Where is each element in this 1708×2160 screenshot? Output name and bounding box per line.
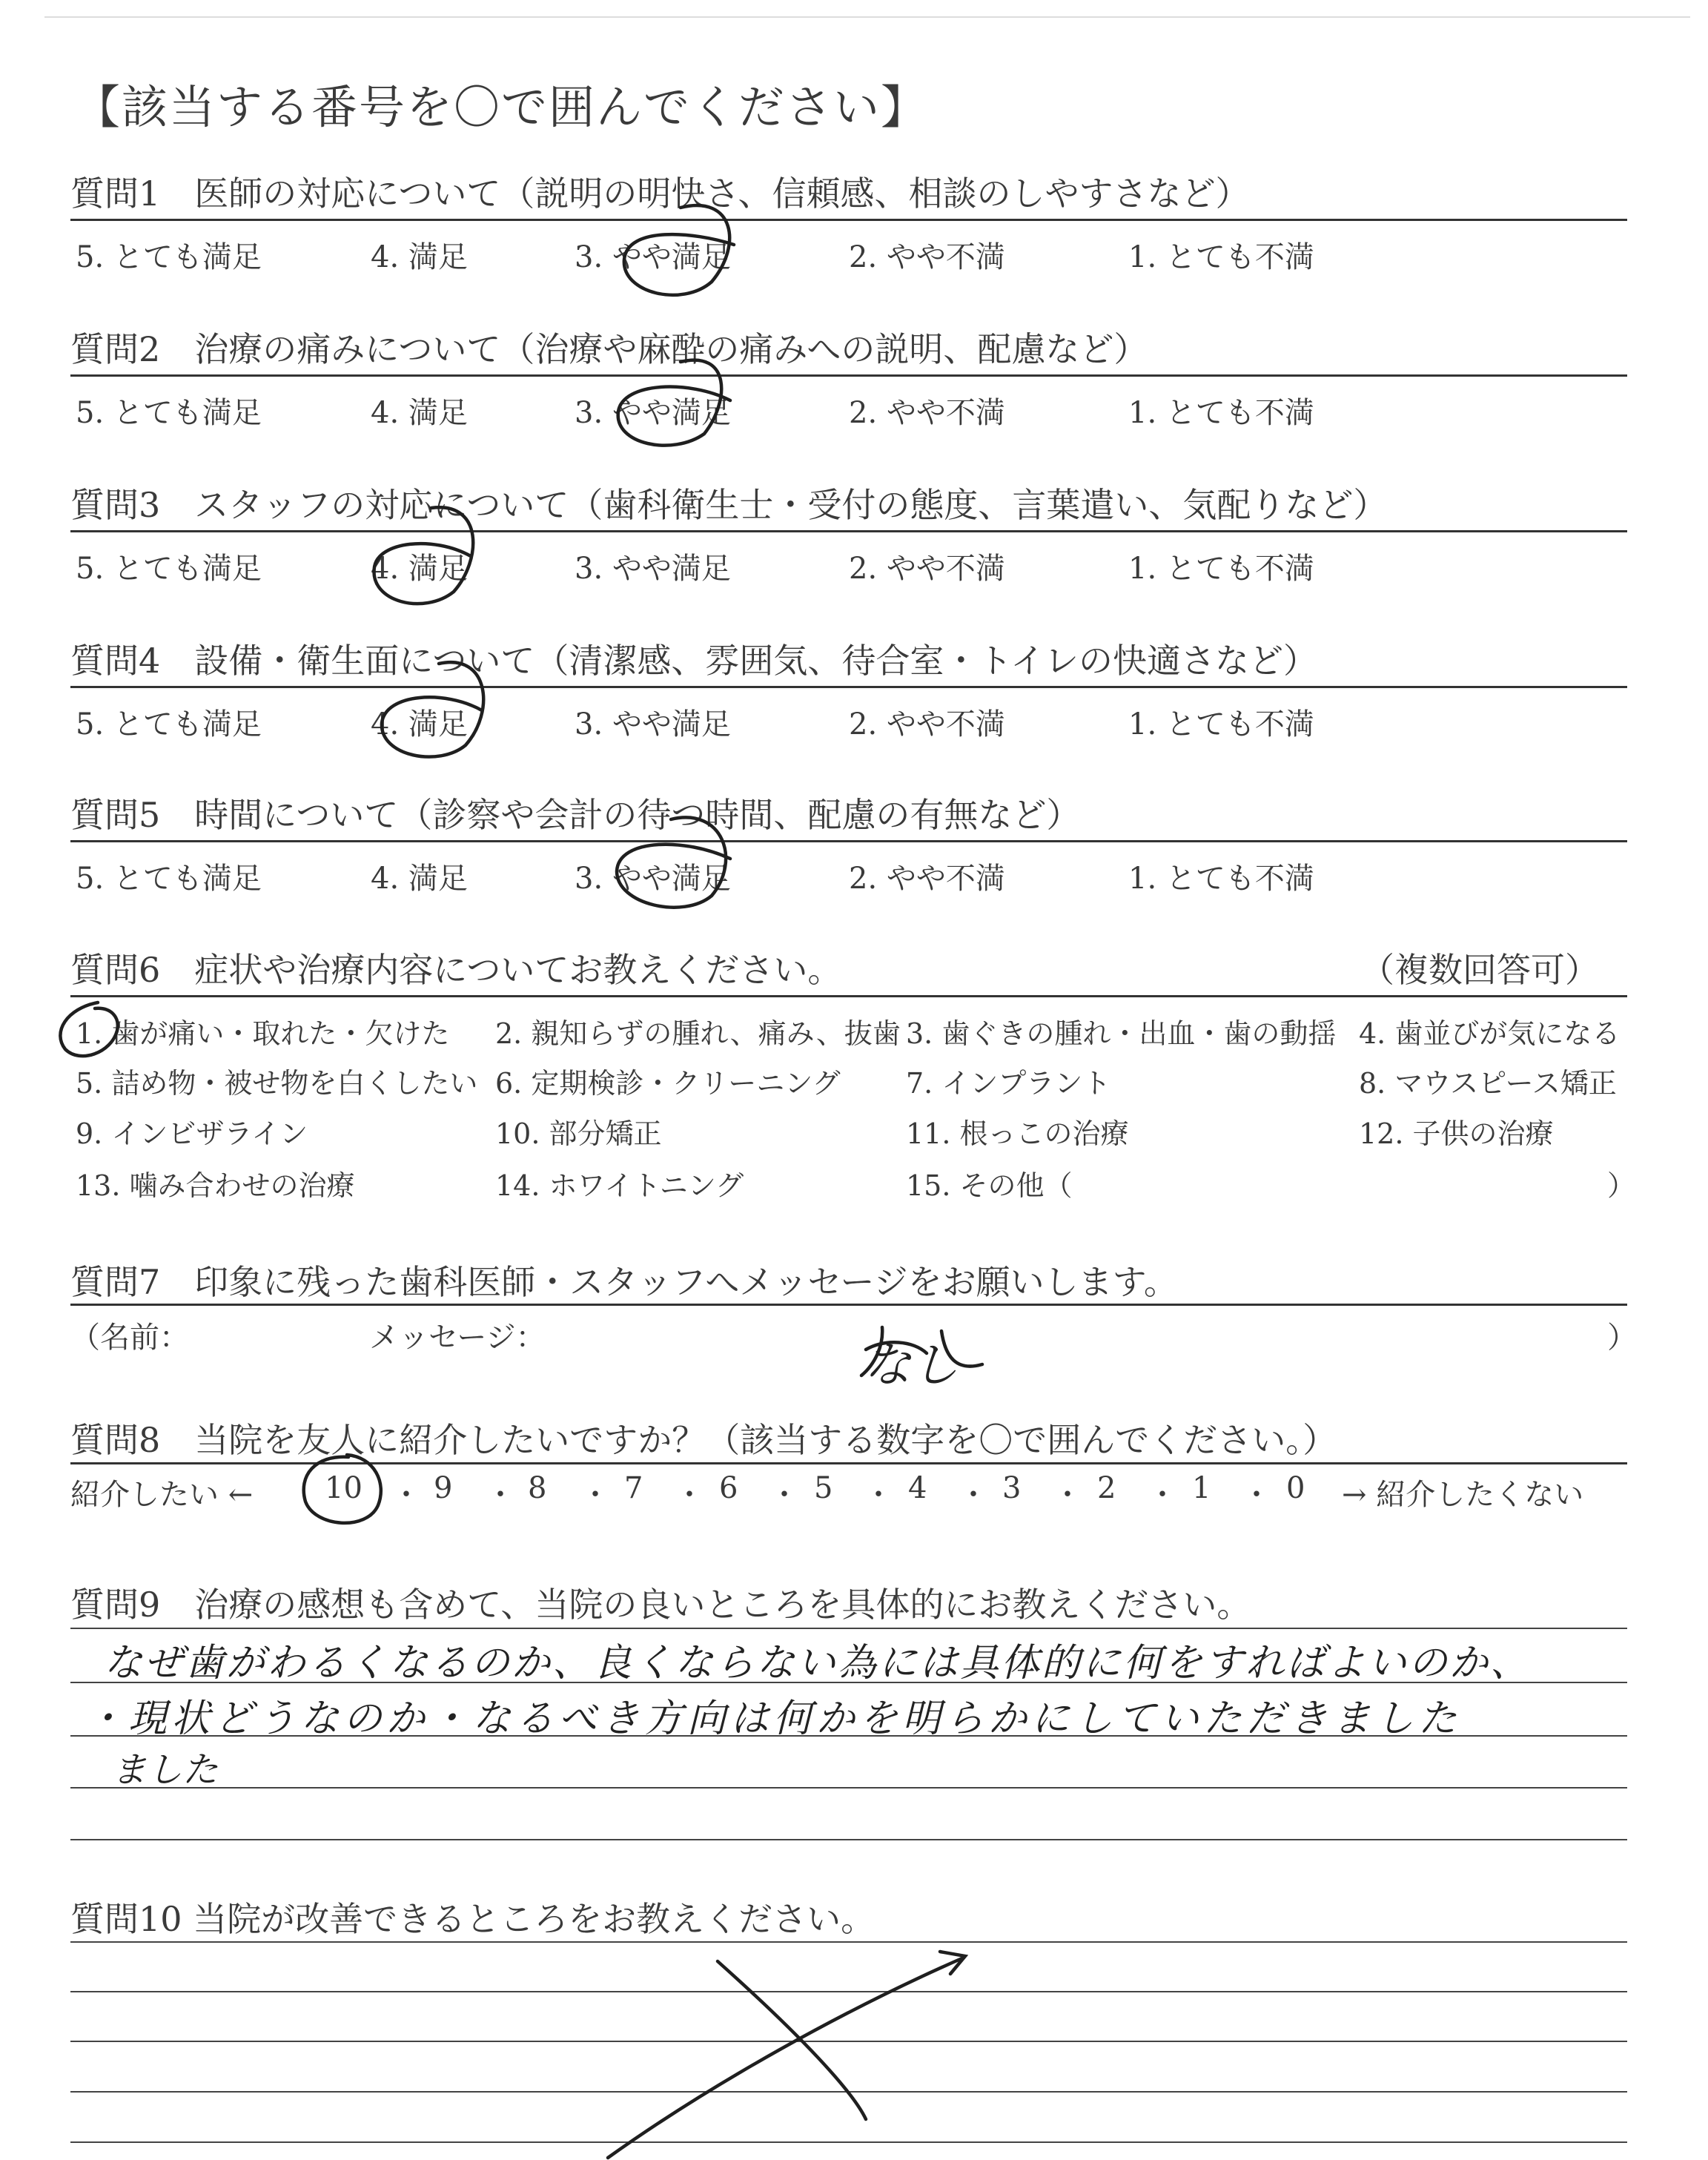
q8-right-label: → 紹介したくない bbox=[1342, 1478, 1584, 1512]
question-5-label: 質問5 時間について（診察や会計の待つ時間、配慮の有無など） bbox=[70, 795, 1081, 835]
q8-scale-dot: ・ bbox=[486, 1478, 515, 1512]
q2-option-1[interactable]: 1. とても不満 bbox=[1128, 396, 1314, 430]
q8-scale-dot: ・ bbox=[769, 1478, 799, 1512]
q4-option-2[interactable]: 2. やや不満 bbox=[849, 707, 1005, 742]
q8-scale-dot: ・ bbox=[580, 1478, 610, 1512]
q4-option-4[interactable]: 4. 満足 bbox=[371, 707, 468, 742]
q6-item-14[interactable]: 14. ホワイトニング bbox=[495, 1169, 744, 1202]
q6-item-15[interactable]: 15. その他（ bbox=[906, 1169, 1073, 1202]
q8-scale-9[interactable]: 9 bbox=[434, 1471, 453, 1505]
q7-handwritten-message: なし bbox=[864, 1338, 959, 1393]
q2-option-4[interactable]: 4. 満足 bbox=[371, 396, 468, 430]
q6-item-8[interactable]: 8. マウスピース矯正 bbox=[1359, 1067, 1617, 1100]
q6-item-2[interactable]: 2. 親知らずの腫れ、痛み、抜歯 bbox=[495, 1017, 901, 1050]
q8-scale-dot: ・ bbox=[1242, 1478, 1271, 1512]
q5-option-5[interactable]: 5. とても満足 bbox=[76, 862, 262, 896]
q10-cross-mark bbox=[608, 1958, 964, 2158]
q8-scale-4[interactable]: 4 bbox=[908, 1471, 927, 1505]
q7-close-paren: ） bbox=[1607, 1321, 1637, 1355]
q4-option-3[interactable]: 3. やや満足 bbox=[575, 707, 731, 742]
q8-scale-dot: ・ bbox=[391, 1478, 421, 1512]
page-title: 【該当する番号を〇で囲んでください】 bbox=[74, 80, 929, 134]
q1-option-5[interactable]: 5. とても満足 bbox=[76, 240, 262, 274]
q3-option-2[interactable]: 2. やや不満 bbox=[849, 552, 1005, 586]
q10-cross-mark bbox=[718, 1961, 866, 2119]
q8-scale-dot: ・ bbox=[675, 1478, 704, 1512]
q8-left-label: 紹介したい ← bbox=[70, 1478, 254, 1512]
q1-option-2[interactable]: 2. やや不満 bbox=[849, 240, 1005, 274]
q1-option-1[interactable]: 1. とても不満 bbox=[1128, 240, 1314, 274]
question-3-label: 質問3 スタッフの対応について（歯科衛生士・受付の態度、言葉遣い、気配りなど） bbox=[70, 485, 1388, 525]
q8-scale-1[interactable]: 1 bbox=[1192, 1471, 1211, 1505]
q9-handwritten-line-1: なぜ歯がわるくなるのか、良くならない為には具体的に何をすればよいのか、 bbox=[104, 1641, 1532, 1685]
q5-selection-circle bbox=[617, 817, 730, 907]
q6-item-6[interactable]: 6. 定期検診・クリーニング bbox=[495, 1067, 841, 1100]
question-7-label: 質問7 印象に残った歯科医師・スタッフへメッセージをお願いします。 bbox=[70, 1262, 1178, 1302]
q8-scale-2[interactable]: 2 bbox=[1097, 1471, 1116, 1505]
q5-option-2[interactable]: 2. やや不満 bbox=[849, 862, 1005, 896]
question-8-label: 質問8 当院を友人に紹介したいですか？（該当する数字を〇で囲んでください。） bbox=[70, 1420, 1337, 1460]
q6-item-4[interactable]: 4. 歯並びが気になる bbox=[1359, 1017, 1621, 1050]
q8-scale-dot: ・ bbox=[1148, 1478, 1177, 1512]
q1-option-4[interactable]: 4. 満足 bbox=[371, 240, 468, 274]
q8-scale-3[interactable]: 3 bbox=[1002, 1471, 1022, 1505]
q8-scale-5[interactable]: 5 bbox=[814, 1471, 833, 1505]
q7-name-label: （名前： bbox=[70, 1321, 189, 1355]
q9-handwritten-line-3: ました bbox=[111, 1749, 219, 1791]
q7-message-label: メッセージ： bbox=[369, 1321, 546, 1355]
q6-item-12[interactable]: 12. 子供の治療 bbox=[1359, 1117, 1554, 1150]
question-1-label: 質問1 医師の対応について（説明の明快さ、信頼感、相談のしやすさなど） bbox=[70, 174, 1250, 214]
q6-item-9[interactable]: 9. インビザライン bbox=[76, 1117, 308, 1150]
q6-item-1[interactable]: 1. 歯が痛い・取れた・欠けた bbox=[76, 1017, 450, 1050]
q8-selection-circle bbox=[304, 1455, 381, 1523]
q2-option-2[interactable]: 2. やや不満 bbox=[849, 396, 1005, 430]
q6-selection-circle bbox=[60, 1003, 117, 1056]
q4-option-1[interactable]: 1. とても不満 bbox=[1128, 707, 1314, 742]
q8-scale-dot: ・ bbox=[959, 1478, 988, 1512]
q8-scale-0[interactable]: 0 bbox=[1286, 1471, 1305, 1505]
question-10-label: 質問10 当院が改善できるところをお教えください。 bbox=[70, 1899, 875, 1939]
q7-handwritten-scribble bbox=[861, 1327, 982, 1375]
q6-item-7[interactable]: 7. インプラント bbox=[906, 1067, 1111, 1100]
question-6-label: 質問6 症状や治療内容についてお教えください。 bbox=[70, 950, 842, 990]
q2-option-3[interactable]: 3. やや満足 bbox=[575, 396, 731, 430]
q1-selection-circle bbox=[624, 205, 734, 295]
q2-option-5[interactable]: 5. とても満足 bbox=[76, 396, 262, 430]
q5-option-4[interactable]: 4. 満足 bbox=[371, 862, 468, 896]
q4-selection-circle bbox=[382, 662, 483, 756]
q3-option-3[interactable]: 3. やや満足 bbox=[575, 552, 731, 586]
q5-option-3[interactable]: 3. やや満足 bbox=[575, 862, 731, 896]
q8-scale-dot: ・ bbox=[864, 1478, 893, 1512]
q2-selection-circle bbox=[618, 360, 730, 446]
q8-scale-dot: ・ bbox=[1053, 1478, 1082, 1512]
q8-scale-6[interactable]: 6 bbox=[719, 1471, 738, 1505]
q6-other-close-paren: ） bbox=[1607, 1169, 1636, 1202]
q5-option-1[interactable]: 1. とても不満 bbox=[1128, 862, 1314, 896]
question-6-note: （複数回答可） bbox=[1360, 950, 1599, 990]
q3-option-1[interactable]: 1. とても不満 bbox=[1128, 552, 1314, 586]
q6-item-13[interactable]: 13. 噛み合わせの治療 bbox=[76, 1169, 355, 1202]
q6-item-11[interactable]: 11. 根っこの治療 bbox=[906, 1117, 1129, 1150]
q3-option-5[interactable]: 5. とても満足 bbox=[76, 552, 262, 586]
q4-option-5[interactable]: 5. とても満足 bbox=[76, 707, 262, 742]
question-9-label: 質問9 治療の感想も含めて、当院の良いところを具体的にお教えください。 bbox=[70, 1585, 1251, 1625]
question-4-label: 質問4 設備・衛生面について（清潔感、雰囲気、待合室・トイレの快適さなど） bbox=[70, 641, 1318, 681]
q6-item-10[interactable]: 10. 部分矯正 bbox=[495, 1117, 662, 1150]
q8-scale-7[interactable]: 7 bbox=[624, 1471, 643, 1505]
q8-scale-10[interactable]: 10 bbox=[325, 1471, 363, 1505]
q6-item-5[interactable]: 5. 詰め物・被せ物を白くしたい bbox=[76, 1067, 478, 1100]
q3-option-4[interactable]: 4. 満足 bbox=[371, 552, 468, 586]
q1-option-3[interactable]: 3. やや満足 bbox=[575, 240, 731, 274]
question-2-label: 質問2 治療の痛みについて（治療や麻酔の痛みへの説明、配慮など） bbox=[70, 329, 1148, 369]
q3-selection-circle bbox=[374, 507, 474, 604]
q8-scale-8[interactable]: 8 bbox=[528, 1471, 547, 1505]
q9-handwritten-line-2: ・現状どうなのか・なるべき方向は何かを明らかにしていただきました bbox=[85, 1697, 1462, 1741]
q6-item-3[interactable]: 3. 歯ぐきの腫れ・出血・歯の動揺 bbox=[906, 1017, 1337, 1050]
